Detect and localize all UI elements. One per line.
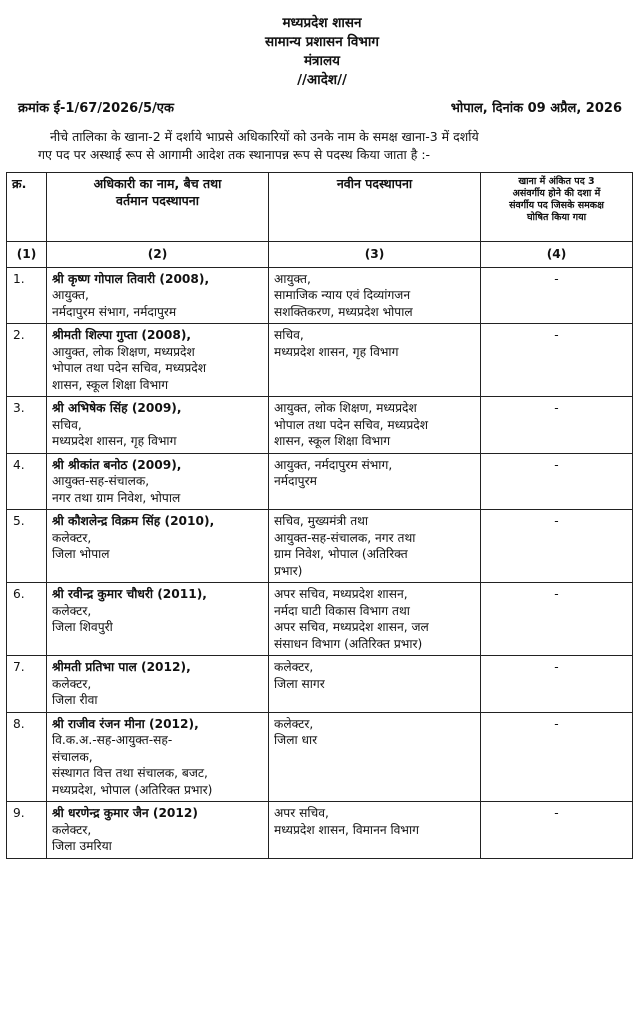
serial-number: 7.	[7, 656, 47, 713]
equivalent-post-cell: -	[481, 453, 633, 510]
current-posting-line: वि.क.अ.-सह-आयुक्त-सह-	[52, 733, 173, 747]
officer-name: श्रीमती प्रतिभा पाल (2012),	[52, 660, 191, 674]
new-posting-line: मध्यप्रदेश शासन, विमानन विभाग	[274, 822, 420, 837]
serial-number: 6.	[7, 583, 47, 656]
new-posting-line: शासन, स्कूल शिक्षा विभाग	[274, 434, 391, 448]
table-header-row	[7, 173, 633, 242]
new-posting-line: कलेक्टर,	[274, 660, 314, 674]
officer-name: श्री कृष्ण गोपाल तिवारी (2008),	[52, 271, 210, 286]
current-posting-line: शासन, स्कूल शिक्षा विभाग	[52, 377, 169, 392]
table-row	[7, 583, 633, 656]
new-posting-line: मध्यप्रदेश शासन, गृह विभाग	[274, 344, 399, 359]
new-posting-cell	[269, 267, 481, 324]
current-posting-line: जिला रीवा	[52, 693, 98, 707]
officer-cell	[47, 324, 269, 397]
equivalent-post-cell: -	[481, 802, 633, 859]
new-posting-line: आयुक्त, नर्मदापुरम संभाग,	[274, 457, 393, 472]
new-posting-line: सशक्तिकरण, मध्यप्रदेश भोपाल	[274, 304, 413, 319]
intro-line-1: नीचे तालिका के खाना-2 में दर्शाये भाप्रसे अधिकारियों को उनके नाम के समक्ष खाना-3 में दर्शाये	[50, 129, 479, 144]
serial-number: 2.	[7, 324, 47, 397]
serial-number: 1.	[7, 267, 47, 324]
colnum-3: (3)	[269, 242, 481, 268]
equivalent-post-cell: -	[481, 324, 633, 397]
header-officer: अधिकारी का नाम, बैच तथा वर्तमान पदस्थापना	[47, 173, 269, 242]
column-number-row	[7, 242, 633, 268]
header-equivalent-post: खाना में अंकित पद 3 असंवर्गीय होने की दशा में संवर्गीय पद जिसके समकक्ष घोषित किया गया	[481, 173, 633, 242]
new-posting-line: जिला सागर	[274, 676, 325, 691]
officer-name: श्री राजीव रंजन मीना (2012),	[52, 716, 199, 731]
table-row	[7, 453, 633, 510]
new-posting-line: नर्मदापुरम	[274, 474, 317, 488]
table-row	[7, 802, 633, 859]
order-number: क्रमांक ई-1/67/2026/5/एक	[18, 101, 174, 116]
colnum-1: (1)	[7, 242, 47, 268]
current-posting-line: आयुक्त,	[52, 288, 89, 302]
document-header	[0, 0, 644, 90]
new-posting-line: जिला धार	[274, 733, 318, 747]
serial-number: 5.	[7, 510, 47, 583]
officer-name: श्री रवीन्द्र कुमार चौधरी (2011),	[52, 587, 207, 601]
colnum-2: (2)	[47, 242, 269, 268]
table-row	[7, 267, 633, 324]
new-posting-cell	[269, 583, 481, 656]
officer-cell	[47, 802, 269, 859]
new-posting-cell	[269, 453, 481, 510]
current-posting-line: मध्यप्रदेश शासन, गृह विभाग	[52, 434, 177, 448]
officer-name: श्रीमती शिल्पा गुप्ता (2008),	[52, 328, 192, 342]
new-posting-line: ग्राम निवेश, भोपाल (अतिरिक्त	[274, 547, 408, 561]
order-title: //आदेश//	[297, 72, 347, 88]
officer-cell	[47, 397, 269, 454]
officer-cell	[47, 583, 269, 656]
current-posting-line: संस्थागत वित्त तथा संचालक, बजट,	[52, 766, 208, 780]
equivalent-post-cell: -	[481, 656, 633, 713]
officer-cell	[47, 453, 269, 510]
current-posting-line: मध्यप्रदेश, भोपाल (अतिरिक्त प्रभार)	[52, 782, 213, 797]
intro-line-2: गए पद पर अस्थाई रूप से आगामी आदेश तक स्थानापन्न रूप से पदस्थ किया जाता है :-	[38, 147, 431, 162]
table-row	[7, 397, 633, 454]
intro-paragraph	[38, 128, 622, 164]
new-posting-cell	[269, 324, 481, 397]
new-posting-line: सामाजिक न्याय एवं दिव्यांगजन	[274, 288, 411, 302]
current-posting-line: आयुक्त-सह-संचालक,	[52, 474, 150, 488]
current-posting-line: जिला भोपाल	[52, 547, 110, 561]
officer-name: श्री धरणेन्द्र कुमार जैन (2012)	[52, 806, 198, 820]
serial-number: 3.	[7, 397, 47, 454]
new-posting-cell	[269, 397, 481, 454]
new-posting-line: सचिव, मुख्यमंत्री तथा	[274, 514, 369, 528]
new-posting-cell	[269, 510, 481, 583]
new-posting-line: नर्मदा घाटी विकास विभाग तथा	[274, 603, 410, 618]
new-posting-line: भोपाल तथा पदेन सचिव, मध्यप्रदेश	[274, 417, 429, 432]
equivalent-post-cell: -	[481, 397, 633, 454]
posting-table	[6, 172, 633, 859]
serial-number: 8.	[7, 712, 47, 802]
current-posting-line: कलेक्टर,	[52, 676, 92, 691]
govt-title: मध्यप्रदेश शासन	[282, 15, 362, 31]
equivalent-post-cell: -	[481, 712, 633, 802]
officer-name: श्री अभिषेक सिंह (2009),	[52, 401, 182, 415]
current-posting-line: जिला उमरिया	[52, 839, 112, 853]
serial-number: 9.	[7, 802, 47, 859]
current-posting-line: सचिव,	[52, 417, 82, 432]
new-posting-cell	[269, 712, 481, 802]
table-row	[7, 712, 633, 802]
new-posting-line: आयुक्त-सह-संचालक, नगर तथा	[274, 530, 416, 545]
new-posting-line: प्रभार)	[274, 563, 303, 578]
current-posting-line: कलेक्टर,	[52, 530, 92, 545]
new-posting-line: कलेक्टर,	[274, 716, 314, 731]
new-posting-line: सचिव,	[274, 328, 304, 342]
current-posting-line: संचालक,	[52, 749, 93, 764]
table-row	[7, 510, 633, 583]
new-posting-cell	[269, 656, 481, 713]
header-serial: क्र.	[7, 173, 47, 242]
table-row	[7, 324, 633, 397]
reference-row	[18, 98, 622, 116]
current-posting-line: कलेक्टर,	[52, 603, 92, 618]
equivalent-post-cell: -	[481, 267, 633, 324]
new-posting-line: अपर सचिव,	[274, 806, 329, 820]
new-posting-line: अपर सचिव, मध्यप्रदेश शासन,	[274, 587, 408, 601]
header-new-posting: नवीन पदस्थापना	[269, 173, 481, 242]
officer-cell	[47, 712, 269, 802]
department-title: सामान्य प्रशासन विभाग	[265, 34, 379, 50]
current-posting-line: जिला शिवपुरी	[52, 620, 113, 634]
current-posting-line: नर्मदापुरम संभाग, नर्मदापुरम	[52, 304, 177, 319]
officer-cell	[47, 510, 269, 583]
officer-name: श्री कौशलेन्द्र विक्रम सिंह (2010),	[52, 514, 215, 528]
new-posting-line: अपर सचिव, मध्यप्रदेश शासन, जल	[274, 620, 429, 634]
colnum-4: (4)	[481, 242, 633, 268]
equivalent-post-cell: -	[481, 583, 633, 656]
current-posting-line: नगर तथा ग्राम निवेश, भोपाल	[52, 490, 181, 505]
current-posting-line: कलेक्टर,	[52, 822, 92, 837]
current-posting-line: आयुक्त, लोक शिक्षण, मध्यप्रदेश	[52, 344, 195, 359]
new-posting-line: आयुक्त, लोक शिक्षण, मध्यप्रदेश	[274, 401, 417, 415]
place-date: भोपाल, दिनांक 09 अप्रैल, 2026	[450, 101, 622, 116]
officer-name: श्री श्रीकांत बनोठ (2009),	[52, 457, 182, 472]
current-posting-line: भोपाल तथा पदेन सचिव, मध्यप्रदेश	[52, 361, 207, 375]
ministry-title: मंत्रालय	[303, 53, 340, 69]
table-row	[7, 656, 633, 713]
new-posting-cell	[269, 802, 481, 859]
new-posting-line: संसाधन विभाग (अतिरिक्त प्रभार)	[274, 636, 423, 651]
serial-number: 4.	[7, 453, 47, 510]
officer-cell	[47, 267, 269, 324]
officer-cell	[47, 656, 269, 713]
equivalent-post-cell: -	[481, 510, 633, 583]
new-posting-line: आयुक्त,	[274, 271, 311, 286]
